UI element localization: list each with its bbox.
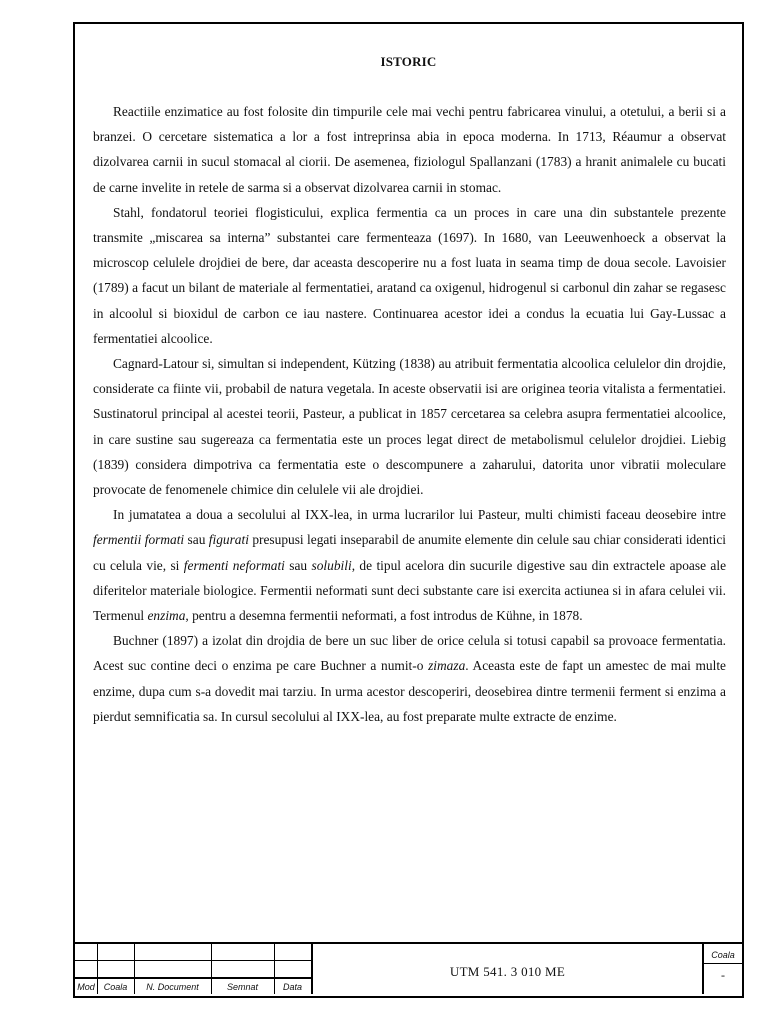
document-title: ISTORIC <box>380 54 437 69</box>
text-run: Buchner (1897) a izolat din drojdia de bere un suc liber de orice celula si totusi capabil sa provoace fermentatia. Acest suc contine deci o enzima pe care Buchner a numit-o <box>93 633 726 674</box>
sheet-number: - <box>721 968 725 982</box>
sheet-box <box>702 944 742 994</box>
text-run: sau <box>284 557 312 573</box>
paragraph <box>93 99 726 200</box>
col-label-mod: Mod <box>77 982 95 992</box>
sheet-label: Coala <box>711 950 735 960</box>
col-label-coala: Coala <box>103 982 128 992</box>
text-run: Cagnard-Latour si, simultan si independent, Kützing (1838) au atribuit fermentatia alcoolica celulelor din drojdie, considerate ca fiinte vii, probabil de natura vegetala. In aceste observatii isi are originea teoria vitalista a fermentatiei. Sustinatorul principal al acestei teorii, Pasteur, a publicat in 1857 cercetarea sa celebra asupra fermentatiei alcoolice, in care sustine sau sugereaza ca fermentatia este un proces legat direct de metabolismul celulelor drojdiei. Liebig (1839) considera dimpotriva ca fermentatia este o descompunere a zaharului, datorita unor vibratii moleculare provocate de fenomenele chimice din celulele vii ale drojdiei. <box>93 356 726 498</box>
italic-term: figurati <box>208 532 249 548</box>
paragraph <box>93 628 726 729</box>
document-body <box>93 99 726 729</box>
col-label-document: N. Document <box>146 982 199 992</box>
text-run: , pentru a desemna fermentii neformati, a fost introdus de Kühne, in 1878. <box>185 608 583 624</box>
page-frame <box>73 22 744 998</box>
italic-term: zimaza <box>428 658 466 674</box>
revision-grid <box>75 944 313 994</box>
paragraph <box>93 351 726 502</box>
italic-term: enzima <box>147 608 186 624</box>
italic-term: fermentii formati <box>93 532 185 548</box>
text-run: In jumatatea a doua a secolului al IXX-lea, in urma lucrarilor lui Pasteur, multi chimisti faceau deosebire intre <box>113 507 726 523</box>
text-run: , de tipul acelora din sucurile digestive sau din extractele apoase ale diferitelor materiale biologice. Fermentii neformati sunt deci substante care isi exercita actiunea si in afara celulei vii. Termenul <box>93 557 727 624</box>
paragraph <box>93 502 726 628</box>
paragraph <box>93 200 726 351</box>
text-run: Reactiile enzimatice au fost folosite din timpurile cele mai vechi pentru fabricarea vinului, a otetului, a berii si a branzei. O cercetare sistematica a lor a fost intreprinsa abia in epoca moderna. In 1713, Réaumur a observat dizolvarea carnii in sucul stomacal al ciorii. De asemenea, fiziologul Spallanzani (1783) a hranit animalele cu bucati de carne invelite in retele de sarma si a observat dizolvarea carnii in stomac. <box>93 104 726 195</box>
col-label-data: Data <box>282 982 302 992</box>
text-run: sau <box>184 532 209 548</box>
text-run: . Aceasta este de fapt un amestec de mai multe enzime, dupa cum s-a dovedit mai tarziu. In urma acestor descoperiri, deosebirea dintre termenii ferment si enzima a pierdut semnificatia sa. In cursul secolului al IXX-lea, au fost preparate multe extracte de enzime. <box>93 658 726 724</box>
text-run: Stahl, fondatorul teoriei flogisticului, explica fermentia ca un proces in care una din substantele prezente transmite „miscarea sa interna” substantei care fermenteaza (1697). In 1680, van Leeuwenhoeck a observat la microscop celulele drojdiei de bere, dar aceasta descoperire nu a fost luata in seama timp de doua secole. Lavoisier (1789) a facut un bilant de materiale al fermentatiei, aratand ca oxigenul, hidrogenul si carbonul din zahar se regasesc in alcoolul si bioxidul de carbon ce iau nastere. Continuarea acestor idei a condus la ecuatia lui Gay-Lussac a fermentatiei alcoolice. <box>93 204 726 346</box>
title-block <box>75 942 742 996</box>
italic-term: fermenti neformati <box>183 557 285 573</box>
document-designation: UTM 541. 3 010 ME <box>449 964 566 979</box>
col-label-semnat: Semnat <box>226 982 259 992</box>
text-run: presupusi legati inseparabil de anumite elemente din celule sau chiar considerati identici cu celula vie, si <box>93 532 726 573</box>
italic-term: solubili <box>311 557 352 573</box>
